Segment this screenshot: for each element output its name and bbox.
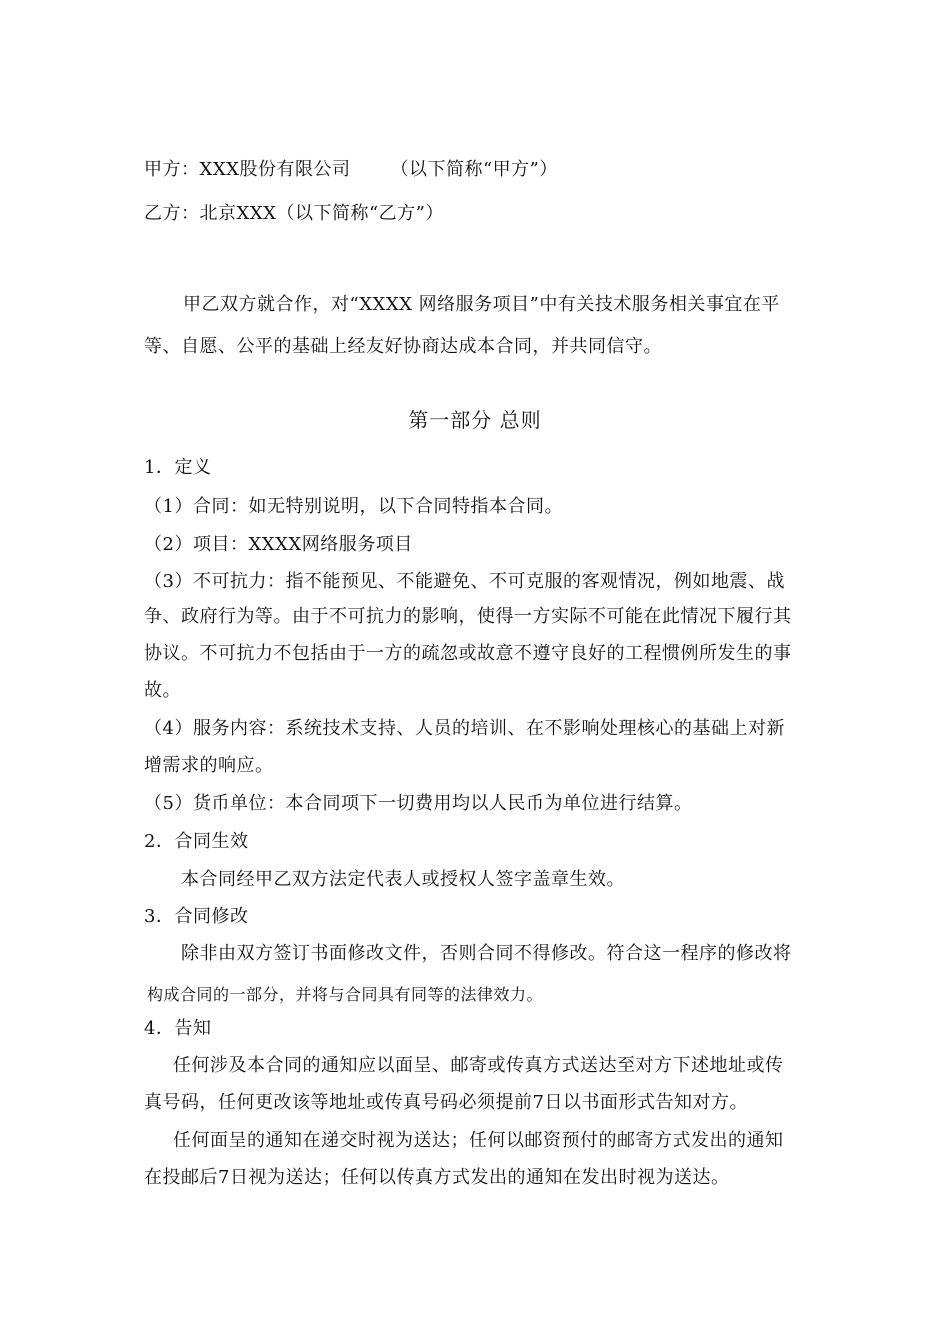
notice-p2-line-1: 任何面呈的通知在递交时视为送达；任何以邮资预付的邮寄方式发出的通知 — [173, 1130, 784, 1151]
part1-title: 第一部分 总则 — [408, 408, 542, 432]
definitions-heading: 1．定义 — [144, 457, 212, 478]
preamble-line-1: 甲乙双方就合作，对“XXXX 网络服务项目”中有关技术服务相关事宜在平 — [183, 294, 780, 315]
definition-services-2: 增需求的响应。 — [144, 755, 274, 776]
notice-heading: 4．告知 — [144, 1018, 212, 1039]
effective-body: 本合同经甲乙双方法定代表人或授权人签字盖章生效。 — [181, 869, 625, 890]
amendment-heading: 3．合同修改 — [144, 906, 249, 927]
definition-contract: （1）合同：如无特别说明，以下合同特指本合同。 — [144, 496, 563, 517]
notice-p2-line-2: 在投邮后7日视为送达；任何以传真方式发出的通知在发出时视为送达。 — [144, 1167, 730, 1188]
preamble-line-2: 等、自愿、公平的基础上经友好协商达成本合同，并共同信守。 — [144, 336, 662, 357]
definition-force-majeure-2: 争、政府行为等。由于不可抗力的影响，使得一方实际不可能在此情况下履行其 — [144, 606, 792, 627]
definition-project: （2）项目：XXXX网络服务项目 — [144, 534, 413, 555]
effective-heading: 2．合同生效 — [144, 831, 249, 852]
amendment-line-2: 构成合同的一部分，并将与合同具有同等的法律效力。 — [147, 985, 544, 1004]
notice-p1-line-2: 真号码，任何更改该等地址或传真号码必须提前7日以书面形式告知对方。 — [144, 1092, 748, 1113]
party-b-line: 乙方：北京XXX（以下简称“乙方”） — [144, 203, 444, 224]
notice-p1-line-1: 任何涉及本合同的通知应以面呈、邮寄或传真方式送达至对方下述地址或传 — [173, 1055, 784, 1076]
party-a-line — [144, 157, 558, 183]
definition-currency: （5）货币单位：本合同项下一切费用均以人民币为单位进行结算。 — [144, 793, 693, 814]
definition-force-majeure-1: （3）不可抗力：指不能预见、不能避免、不可克服的客观情况，例如地震、战 — [144, 571, 785, 592]
party-a-name: 甲方：XXX股份有限公司 — [144, 159, 351, 180]
party-a-alias: （以下简称“甲方”） — [390, 159, 558, 180]
definition-services-1: （4）服务内容：系统技术支持、人员的培训、在不影响处理核心的基础上对新 — [144, 718, 785, 739]
amendment-line-1: 除非由双方签订书面修改文件，否则合同不得修改。符合这一程序的修改将 — [181, 943, 792, 964]
definition-force-majeure-3: 协议。不可抗力不包括由于一方的疏忽或故意不遵守良好的工程惯例所发生的事 — [144, 643, 792, 664]
definition-force-majeure-4: 故。 — [144, 680, 181, 701]
